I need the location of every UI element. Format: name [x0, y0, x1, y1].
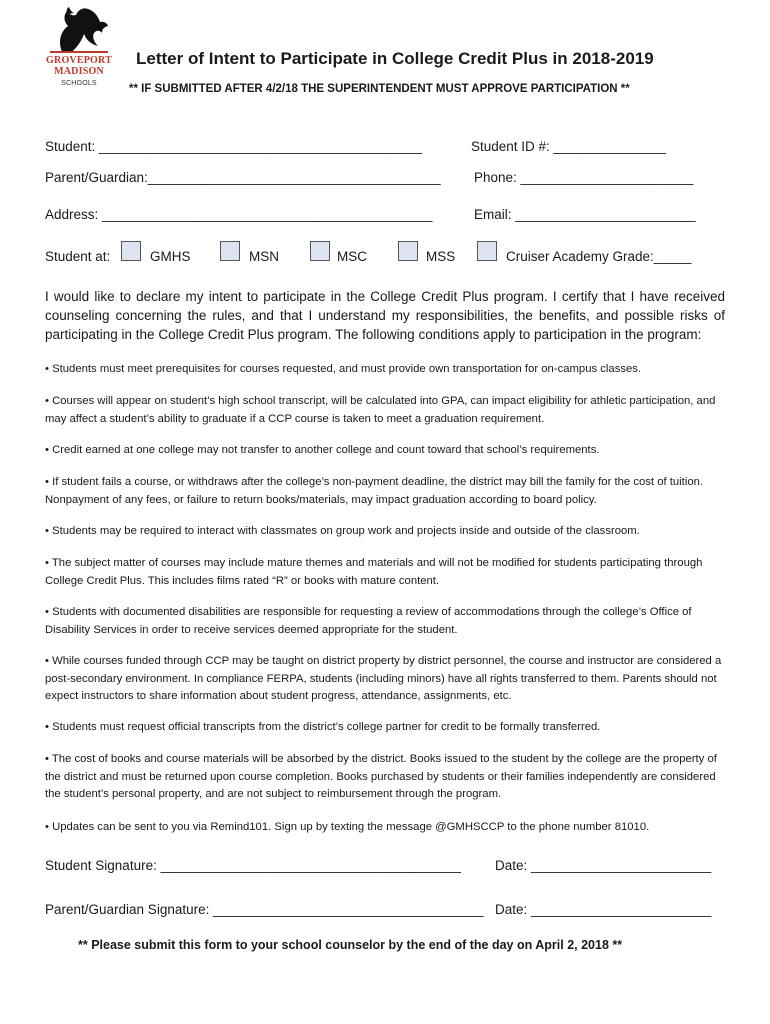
- gmhs-checkbox[interactable]: [121, 241, 141, 261]
- condition-item: • If student fails a course, or withdraws after the college’s non-payment deadline, the district may bill the family for the cost of tuition. Nonpayment of any fees, or failure to return books/materials, may impact graduation according to board policy.: [45, 476, 704, 506]
- condition-item: • Students may be required to interact with classmates on group work and projects inside and outside of the classroom.: [45, 525, 640, 537]
- student-date-field[interactable]: Date: ________________________: [495, 858, 712, 873]
- mss-checkbox[interactable]: [398, 241, 418, 261]
- email-field[interactable]: Email: ________________________: [474, 207, 696, 222]
- parent-date-field[interactable]: Date: ________________________: [495, 902, 712, 917]
- intro-paragraph: I would like to declare my intent to participate in the College Credit Plus program. I certify that I have received counseling concerning the rules, and that I understand my responsibilities, the benefits, and possible risks of participating in the College Credit Plus program. The following conditions apply to participation in the program:: [45, 289, 725, 342]
- parent-guardian-field[interactable]: Parent/Guardian:_______________________________________: [45, 170, 441, 185]
- phone-field[interactable]: Phone: _______________________: [474, 170, 694, 185]
- page-subtitle: ** IF SUBMITTED AFTER 4/2/18 THE SUPERINTENDENT MUST APPROVE PARTICIPATION **: [129, 83, 630, 95]
- msn-checkbox[interactable]: [220, 241, 240, 261]
- condition-item: • The cost of books and course materials will be absorbed by the district. Books issued to the student by the college are the property of the district and must be returned upon course completion. Books purchased by students or their families independently are considered the student’s personal property, and are not subject to reimbursement through the program.: [45, 753, 717, 800]
- logo-line-1: GROVEPORT: [46, 55, 112, 66]
- condition-item: • While courses funded through CCP may be taught on district property by district personnel, the course and instructor are considered a post-secondary environment. In compliance FERPA, students (including minors) have all rights transferred to them. Parents should not expect instructors to share information about student progress, attendance, assignments, etc.: [45, 655, 722, 702]
- condition-item: • Students with documented disabilities are responsible for requesting a review of accommodations through the college’s Office of Disability Services in order to receive services deemed appropriate for the student.: [45, 606, 692, 636]
- student-signature-field[interactable]: Student Signature: ________________________________________: [45, 858, 461, 873]
- msc-checkbox[interactable]: [310, 241, 330, 261]
- parent-signature-field[interactable]: Parent/Guardian Signature: ____________________________________: [45, 902, 484, 917]
- condition-item: • Students must meet prerequisites for courses requested, and must provide own transportation for on-campus classes.: [45, 363, 642, 375]
- page-title: Letter of Intent to Participate in College Credit Plus in 2018-2019: [136, 49, 654, 68]
- gmhs-label: GMHS: [150, 249, 191, 264]
- mss-label: MSS: [426, 249, 456, 264]
- student-at-label: Student at:: [45, 249, 111, 264]
- district-logo: [40, 6, 118, 88]
- condition-item: • Updates can be sent to you via Remind101. Sign up by texting the message @GMHSCCP to the phone number 81010.: [45, 821, 650, 833]
- cruiser-academy-label: Cruiser Academy Grade:_____: [506, 249, 692, 264]
- condition-item: • The subject matter of courses may include mature themes and materials and will not be modified for students participating through College Credit Plus. This includes films rated “R” or books with mature content.: [45, 557, 703, 587]
- cruiser-academy-checkbox[interactable]: [477, 241, 497, 261]
- msn-label: MSN: [249, 249, 279, 264]
- logo-line-2: MADISON: [54, 66, 104, 77]
- condition-item: • Credit earned at one college may not transfer to another college and count toward that school’s requirements.: [45, 444, 600, 456]
- condition-item: • Students must request official transcripts from the district’s college partner for credit to be formally transferred.: [45, 721, 601, 733]
- condition-item: • Courses will appear on student’s high school transcript, will be calculated into GPA, can impact eligibility for athletic participation, and may affect a student’s ability to graduate if a CCP course is taken to meet a graduation requirement.: [45, 395, 716, 425]
- submission-note: ** Please submit this form to your school counselor by the end of the day on April 2, 2018 **: [78, 938, 623, 952]
- horse-logo-icon: [48, 6, 110, 54]
- student-name-field[interactable]: Student: ___________________________________________: [45, 139, 422, 154]
- msc-label: MSC: [337, 249, 367, 264]
- address-field[interactable]: Address: ____________________________________________: [45, 207, 433, 222]
- student-id-field[interactable]: Student ID #: _______________: [471, 139, 667, 154]
- logo-line-3: SCHOOLS: [61, 80, 97, 87]
